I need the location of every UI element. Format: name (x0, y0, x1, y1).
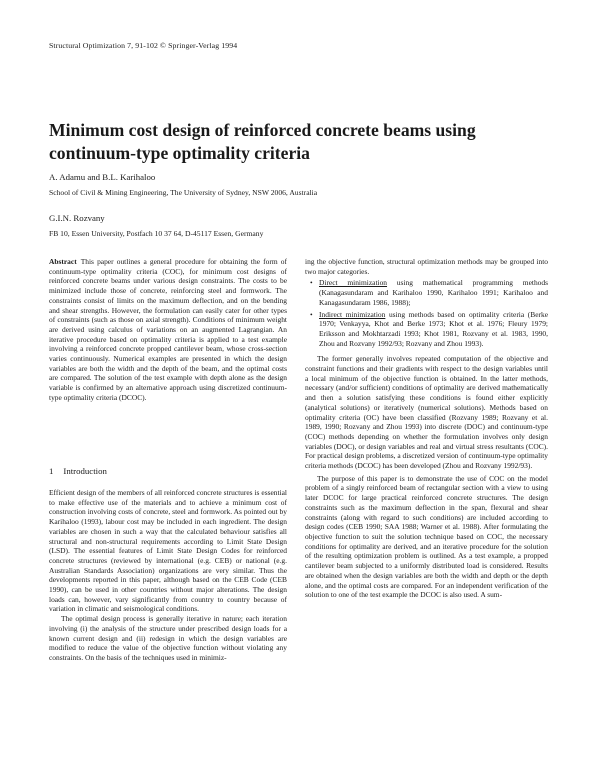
authors-second: G.I.N. Rozvany (49, 213, 105, 223)
intro-right-column (305, 257, 548, 600)
abstract (49, 257, 287, 403)
journal-header: Structural Optimization 7, 91-102 © Springer-Verlag 1994 (49, 41, 238, 50)
paper-title: Minimum cost design of reinforced concrete beams using continuum-type optimality criteria (49, 120, 476, 163)
affiliation-second: FB 10, Essen University, Postfach 10 37 64, D-45117 Essen, Germany (49, 229, 264, 238)
method-list (305, 278, 548, 348)
abstract-text: This paper outlines a general procedure for obtaining the form of continuum-type optimality criteria (COC), for minimum cost designs of reinforced concrete beams under various design constraints. The costs to be minimized include those of concrete, reinforcing steel and formwork. The constraints consist of limits on the maximum deflection, and on the bending and shear strengths. However, the formulation can easily cater for other types of constraints (such as those on axial strength). Conditions of minimum weight are derived using calculus of variations on an augmented Lagrangian. An iterative procedure based on optimality criteria is applied to a test example involving a reinforced concrete propped cantilever beam, whose cross-section varies continuously. Numerical examples are presented in which the design variables are both the width and the depth of the beam, and the optimal costs are compared. The solution of the test example with depth alone as the design variable is confirmed by an alternative approach using discretized continuum-type optimality criteria (DCOC). (49, 257, 287, 402)
list-item (319, 278, 548, 307)
list-item-text: using mathematical programming methods (Kanagasundaram and Karihaloo 1990, Karihaloo 1991; Karihaloo and Kanagasundaram 1986, 1988); (319, 278, 548, 307)
intro-paragraph: The optimal design process is generally iterative in nature; each iteration involving (i) the analysis of the structure under prescribed design loads for a known current design and (ii) redesign in which the design variables are modified to reduce the value of the objective function without violating any constraints. On the basis of the techniques used in minimiz- (49, 614, 287, 662)
authors-first: A. Adamu and B.L. Karihaloo (49, 172, 156, 182)
intro-paragraph: The former generally involves repeated computation of the objective and constraint functions and their gradients with respect to the design variables until a local minimum of the objective function is obtained. In the latter methods, necessary (and/or sufficient) conditions of optimality are derived mathematically and then a solution satisfying these conditions is found either explicitly (analytical solutions) or iteratively (numerical solutions). Methods based on optimality criteria (OC) have been classified (Rozvany 1989; Rozvany et al. 1989, 1990; Rozvany and Zhou 1993) into discrete (DOC) and continuum-type (COC) methods depending on whether the formulation involves only design variables (DOC), or design variables and real and virtual stress resultants (COC). For practical design problems, a discretized version of continuum-type optimality criteria methods (DCOC) has been developed (Zhou and Rozvany 1992/93). (305, 354, 548, 471)
list-item (319, 310, 548, 349)
abstract-label: Abstract (49, 257, 77, 266)
section-number: 1 (49, 466, 54, 476)
section-heading (49, 466, 107, 476)
list-item-term: Direct minimization (319, 278, 388, 288)
intro-lead: ing the objective function, structural optimization methods may be grouped into two major categories. (305, 257, 548, 276)
affiliation-first: School of Civil & Mining Engineering, The University of Sydney, NSW 2006, Australia (49, 188, 318, 197)
intro-paragraph: The purpose of this paper is to demonstrate the use of COC on the model problem of a singly reinforced beam of rectangular section with a view to using later DCOC for large practical reinforced concrete structures. The design constraints such as the maximum deflection in the span, flexural and shear constraints (along with regard to such conditions) are included according to design codes (CEB 1990; SAA 1988; Warner et al. 1988). After formulating the objective function to suit the solution technique based on COC, the necessary conditions for optimality are derived, and an iterative procedure for the solution of the resulting optimization problem is outlined. As a test example, a propped cantilever beam subjected to a uniformly distributed load is considered. Results are obtained when the design variables are both the width and depth or the depth alone, and the optimal costs are compared. For an independent verification of the solution to one of the test example the DCOC is also used. A sum- (305, 473, 548, 600)
intro-left-column (49, 488, 287, 663)
intro-paragraph: Efficient design of the members of all reinforced concrete structures is essential to make effective use of the materials and to achieve a minimum cost of construction involving costs of concrete, steel and formwork. As pointed out by Karihaloo (1993), labour cost may be included in each ingredient. The design variables are chosen in such a way that the calculated behaviour satisfies all structural and non-structural requirements according to Limit State Design (LSD). The essential features of Limit State Design Codes for reinforced concrete structures (reviewed by international (e.g. CEB) or national (e.g. Australian Standards Association) organizations are very similar. Thus the developments reported in this paper, although based on the CEB Code (CEB 1990), can be used in other countries without major alterations. The design loads can, however, vary significantly from country to country because of variation in climatic and seismological conditions. (49, 488, 287, 614)
section-title: Introduction (63, 466, 107, 476)
list-item-term: Indirect minimization (319, 309, 386, 319)
list-item-text: using methods based on optimality criteria (Berke 1970; Venkayya, Khot and Berke 1973; Khot et al. 1976; Fleury 1979; Eriksson and Mokhtarzadi 1993; Khot 1981, Rozvany et al. 1983, 1990, Zhou and Rozvany 1992/93; Rozvany and Zhou 1993). (319, 309, 548, 348)
